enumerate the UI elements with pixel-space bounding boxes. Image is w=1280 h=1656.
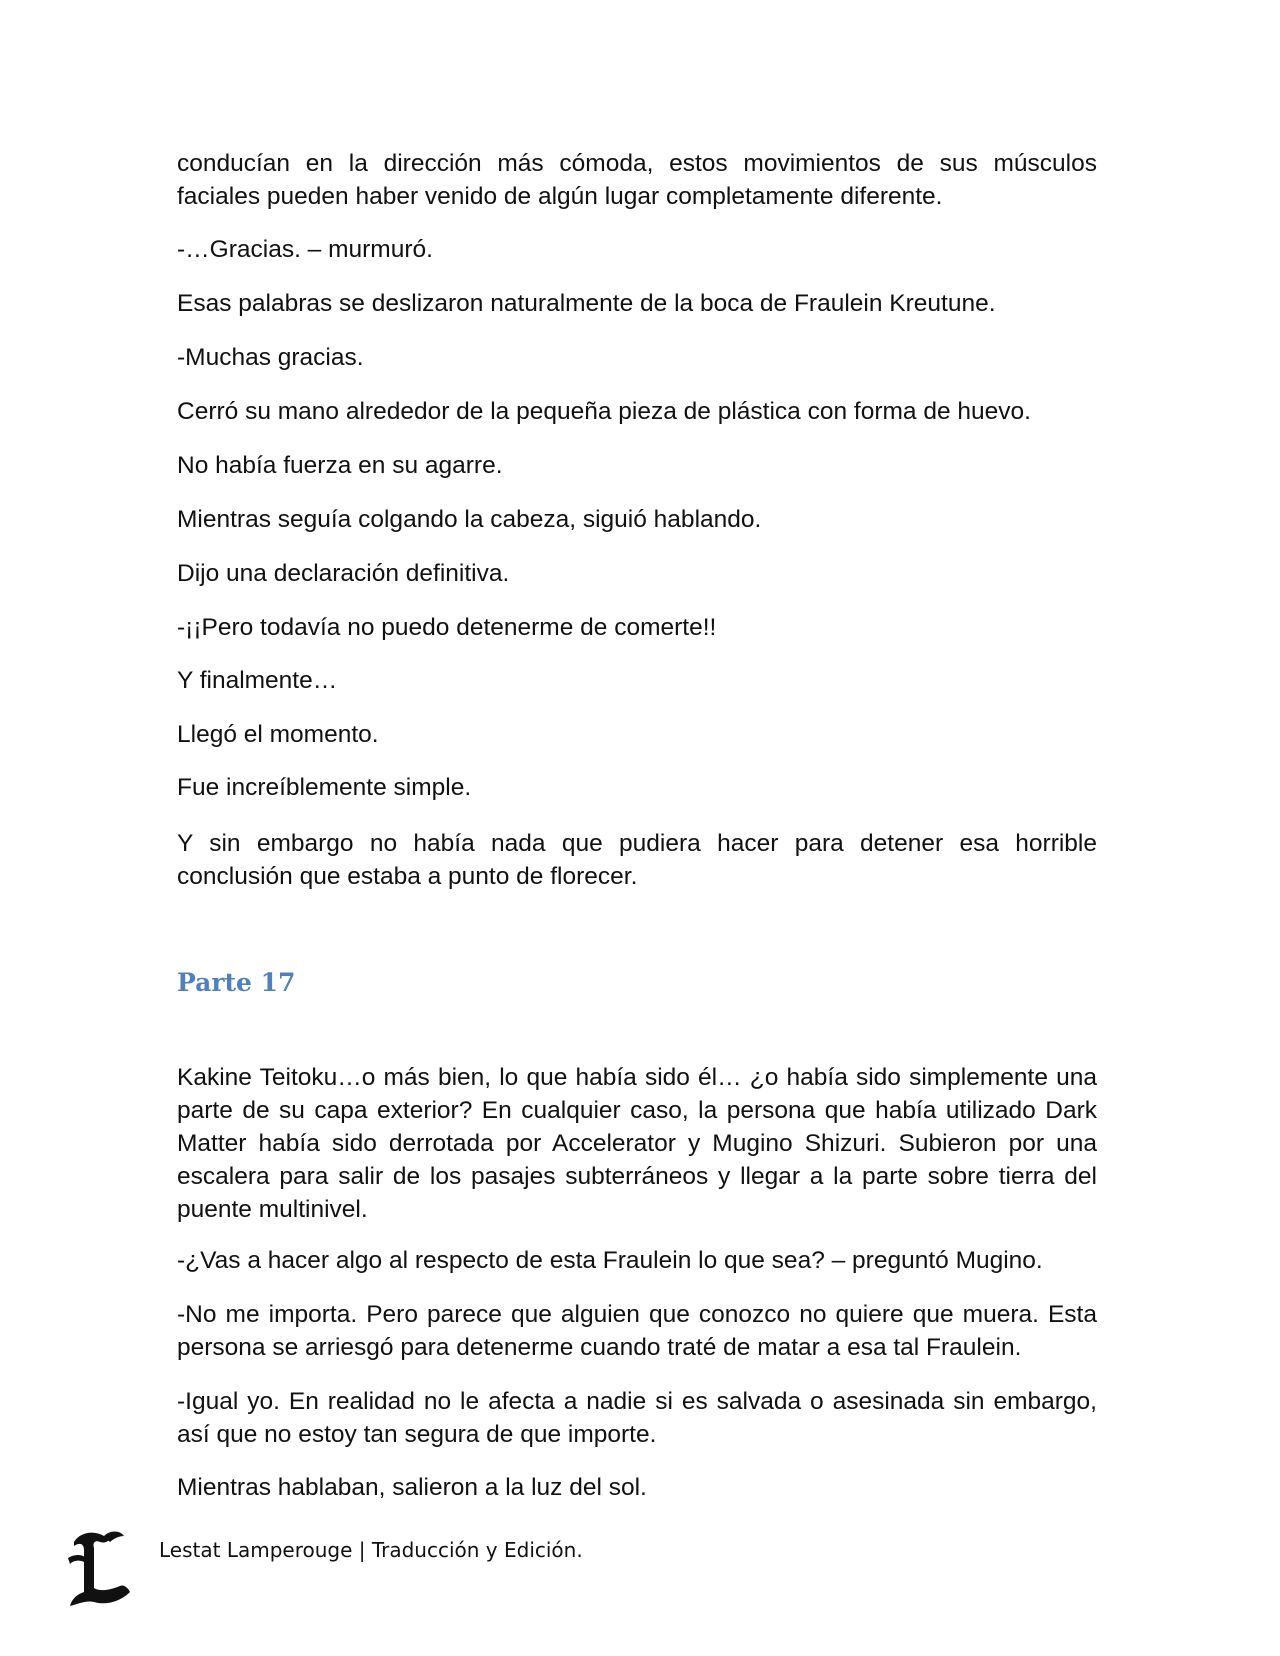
paragraph: Dijo una declaración definitiva. — [177, 560, 510, 587]
paragraph: Llegó el momento. — [177, 721, 379, 748]
paragraph: -…Gracias. – murmuró. — [177, 236, 433, 263]
paragraph: Y finalmente… — [177, 667, 338, 694]
footer-credit: Lestat Lamperouge | Traducción y Edición. — [159, 1538, 583, 1562]
paragraph: Fue increíblemente simple. — [177, 774, 472, 801]
paragraph: -¿Vas a hacer algo al respecto de esta Fraulein lo que sea? – preguntó Mugino. — [177, 1247, 1043, 1274]
section-heading: Parte 17 — [177, 968, 296, 997]
paragraph: Mientras hablaban, salieron a la luz del sol. — [177, 1474, 647, 1501]
gothic-l-logo-icon — [64, 1528, 132, 1608]
paragraph: Cerró su mano alrededor de la pequeña pieza de plástica con forma de huevo. — [177, 398, 1031, 425]
paragraph: conducían en la dirección más cómoda, estos movimientos de sus músculos faciales pueden haber venido de algún lugar completamente diferente. — [177, 150, 1097, 210]
paragraph: -¡¡Pero todavía no puedo detenerme de comerte!! — [177, 614, 717, 641]
paragraph: Y sin embargo no había nada que pudiera hacer para detener esa horrible conclusión que estaba a punto de florecer. — [177, 830, 1097, 890]
paragraph: Mientras seguía colgando la cabeza, siguió hablando. — [177, 506, 762, 533]
paragraph: -Muchas gracias. — [177, 344, 364, 371]
paragraph: Esas palabras se deslizaron naturalmente de la boca de Fraulein Kreutune. — [177, 290, 996, 317]
paragraph: Kakine Teitoku…o más bien, lo que había sido él… ¿o había sido simplemente una parte de su capa exterior? En cualquier caso, la persona que había utilizado Dark Matter había sido derrotada por Accelerator y Mugino Shizuri. Subieron por una escalera para salir de los pasajes subterráneos y llegar a la parte sobre tierra del puente multinivel. — [177, 1064, 1097, 1223]
paragraph: -Igual yo. En realidad no le afecta a nadie si es salvada o asesinada sin embargo, así que no estoy tan segura de que importe. — [177, 1388, 1097, 1448]
paragraph: No había fuerza en su agarre. — [177, 452, 503, 479]
paragraph: -No me importa. Pero parece que alguien que conozco no quiere que muera. Esta persona se arriesgó para detenerme cuando traté de matar a esa tal Fraulein. — [177, 1301, 1097, 1361]
